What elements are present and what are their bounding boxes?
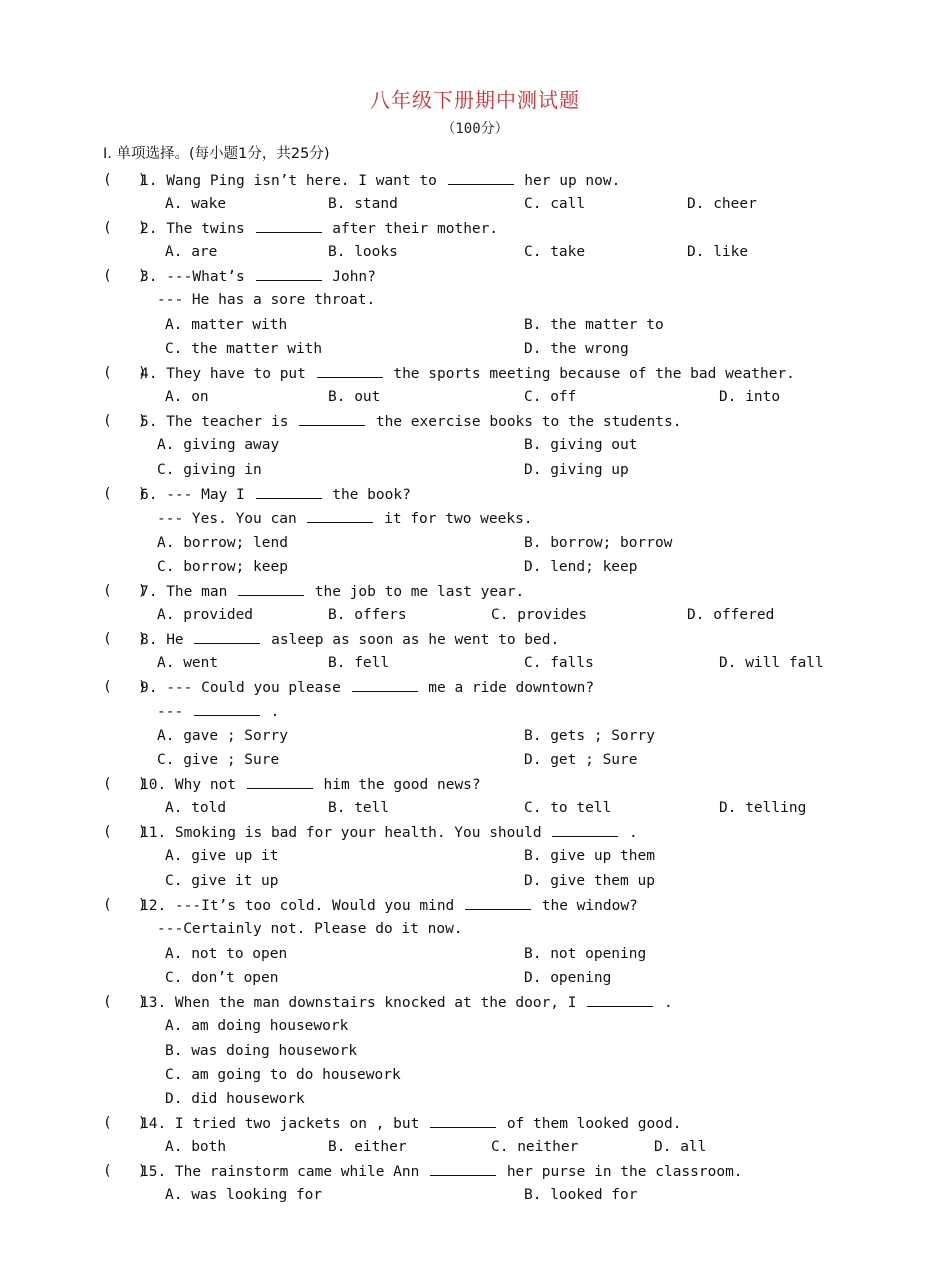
question-text: The rainstorm came while Ann (174, 1164, 429, 1180)
answer-option[interactable]: C. call (524, 196, 586, 213)
question-number: 15. (140, 1164, 175, 1180)
answer-option[interactable]: A. giving away (157, 437, 280, 454)
answer-option[interactable]: C. to tell (524, 800, 612, 817)
answer-blank[interactable] (256, 266, 322, 281)
section-heading: Ⅰ. 单项选择。(每小题1分，共25分) (103, 146, 330, 162)
question-text: Why not (174, 777, 245, 793)
question-number: 5. (140, 414, 167, 430)
question-text: it for two weeks. (375, 511, 533, 528)
answer-option[interactable]: A. went (157, 655, 219, 672)
answer-bracket[interactable]: ( ) (103, 172, 147, 188)
answer-blank[interactable] (552, 822, 618, 837)
question-text: The man (166, 584, 237, 600)
answer-option[interactable]: C. take (524, 244, 586, 261)
answer-option[interactable]: C. don’t open (165, 969, 279, 986)
answer-option[interactable]: C. giving in (157, 461, 262, 478)
question-text: --- He has a sore throat. (157, 292, 376, 309)
answer-bracket[interactable]: ( ) (103, 486, 147, 502)
answer-option[interactable]: C. falls (524, 655, 594, 672)
question-number: 10. (140, 777, 175, 793)
answer-blank[interactable] (256, 218, 322, 233)
answer-option[interactable]: A. matter with (165, 316, 288, 333)
question-text: her purse in the classroom. (498, 1164, 743, 1180)
answer-option[interactable]: D. did housework (165, 1091, 305, 1108)
question-number: 13. (140, 995, 175, 1011)
question-text: John? (323, 269, 376, 285)
question-number: 3. (140, 269, 167, 285)
answer-option[interactable]: B. not opening (524, 945, 647, 962)
dialogue-reply (157, 508, 533, 528)
answer-blank[interactable] (352, 677, 418, 692)
answer-blank[interactable] (299, 411, 365, 426)
answer-option[interactable]: A. are (165, 244, 218, 261)
question-text: the window? (533, 898, 638, 914)
answer-option[interactable]: B. offers (328, 607, 407, 624)
answer-option[interactable]: B. stand (328, 196, 398, 213)
question-text: The teacher is (166, 414, 298, 430)
page-title: 八年级下册期中测试题 (370, 88, 580, 112)
answer-option[interactable]: D. will fall (719, 655, 824, 672)
question-text: ---What’s (166, 269, 254, 285)
question-text: of them looked good. (498, 1116, 682, 1132)
answer-option[interactable]: D. the wrong (524, 340, 629, 357)
answer-option[interactable]: A. provided (157, 607, 254, 624)
question-number: 2. (140, 221, 167, 237)
question-text: . (655, 995, 673, 1011)
answer-bracket[interactable]: ( ) (103, 1163, 147, 1179)
answer-bracket[interactable]: ( ) (103, 365, 147, 381)
dialogue-reply (157, 701, 279, 721)
answer-blank[interactable] (238, 581, 304, 596)
answer-blank[interactable] (307, 508, 373, 523)
question-stem (140, 266, 376, 286)
answer-blank[interactable] (587, 992, 653, 1007)
answer-option[interactable]: D. cheer (687, 196, 757, 213)
question-stem (140, 629, 559, 649)
answer-option[interactable]: A. both (165, 1139, 227, 1156)
answer-option[interactable]: D. lend; keep (524, 558, 638, 575)
answer-bracket[interactable]: ( ) (103, 679, 147, 695)
answer-option[interactable]: D. opening (524, 969, 612, 986)
question-text: When the man downstairs knocked at the door, I (174, 995, 586, 1011)
answer-bracket[interactable]: ( ) (103, 776, 147, 792)
answer-bracket[interactable]: ( ) (103, 1115, 147, 1131)
question-text: . (261, 704, 280, 721)
question-stem (140, 895, 638, 915)
question-number: 1. (140, 173, 167, 189)
question-text: the book? (323, 487, 411, 503)
answer-option[interactable]: D. all (654, 1139, 707, 1156)
answer-option[interactable]: A. not to open (165, 945, 288, 962)
answer-option[interactable]: B. tell (328, 800, 390, 817)
answer-option[interactable]: D. like (687, 244, 749, 261)
question-text: the exercise books to the students. (367, 414, 682, 430)
question-stem (140, 363, 795, 383)
question-stem (140, 774, 481, 794)
question-stem (140, 411, 681, 431)
question-number: 4. (140, 366, 167, 382)
answer-bracket[interactable]: ( ) (103, 994, 147, 1010)
answer-option[interactable]: A. was looking for (165, 1187, 323, 1204)
question-text: me a ride downtown? (419, 680, 595, 696)
answer-option[interactable]: C. give ; Sure (157, 751, 280, 768)
question-text: The twins (166, 221, 254, 237)
question-text: Smoking is bad for your health. You should (174, 825, 551, 841)
answer-option[interactable]: B. looked for (524, 1187, 638, 1204)
answer-option[interactable]: B. giving out (524, 437, 638, 454)
answer-bracket[interactable]: ( ) (103, 413, 147, 429)
dialogue-reply (157, 919, 463, 939)
question-text: I tried two jackets on , but (174, 1116, 429, 1132)
answer-bracket[interactable]: ( ) (103, 268, 147, 284)
answer-bracket[interactable]: ( ) (103, 220, 147, 236)
answer-blank[interactable] (448, 170, 514, 185)
answer-option[interactable]: C. am going to do housework (165, 1066, 401, 1083)
question-stem (140, 1161, 743, 1181)
question-text: --- Could you please (166, 680, 350, 696)
question-stem (140, 218, 498, 238)
question-number: 12. (140, 898, 175, 914)
answer-option[interactable]: A. gave ; Sorry (157, 727, 288, 744)
answer-option[interactable]: C. the matter with (165, 340, 323, 357)
question-text: asleep as soon as he went to bed. (262, 632, 560, 648)
answer-bracket[interactable]: ( ) (103, 583, 147, 599)
answer-blank[interactable] (194, 629, 260, 644)
answer-blank[interactable] (317, 363, 383, 378)
answer-option[interactable]: B. was doing housework (165, 1042, 358, 1059)
answer-blank[interactable] (194, 701, 260, 716)
answer-option[interactable]: B. give up them (524, 848, 655, 865)
answer-bracket[interactable]: ( ) (103, 897, 147, 913)
answer-option[interactable]: A. borrow; lend (157, 534, 288, 551)
answer-blank[interactable] (465, 895, 531, 910)
question-stem (140, 992, 673, 1012)
answer-option[interactable]: D. telling (719, 800, 807, 817)
question-text: ---It’s too cold. Would you mind (174, 898, 464, 914)
question-text: . (620, 825, 638, 841)
answer-option[interactable]: A. on (165, 389, 209, 406)
question-stem (140, 170, 620, 190)
question-text: ---Certainly not. Please do it now. (157, 921, 463, 938)
question-stem (140, 1113, 681, 1133)
answer-option[interactable]: C. borrow; keep (157, 558, 288, 575)
question-text: --- Yes. You can (157, 511, 306, 528)
answer-option[interactable]: C. neither (491, 1139, 579, 1156)
answer-bracket[interactable]: ( ) (103, 824, 147, 840)
answer-option[interactable]: A. give up it (165, 848, 279, 865)
answer-option[interactable]: D. into (719, 389, 781, 406)
total-score: （100分） (441, 121, 509, 137)
answer-option[interactable]: B. looks (328, 244, 398, 261)
answer-option[interactable]: C. off (524, 389, 577, 406)
question-stem (140, 484, 411, 504)
question-text: after their mother. (323, 221, 499, 237)
answer-bracket[interactable]: ( ) (103, 631, 147, 647)
question-number: 14. (140, 1116, 175, 1132)
answer-option[interactable]: A. told (165, 800, 227, 817)
answer-option[interactable]: B. borrow; borrow (524, 534, 673, 551)
question-text: --- (157, 704, 192, 721)
question-number: 11. (140, 825, 175, 841)
question-text: the sports meeting because of the bad weather. (384, 366, 795, 382)
dialogue-reply (157, 290, 375, 310)
answer-option[interactable]: A. wake (165, 196, 227, 213)
question-text: They have to put (166, 366, 315, 382)
answer-option[interactable]: D. offered (687, 607, 775, 624)
answer-option[interactable]: C. give it up (165, 872, 279, 889)
answer-option[interactable]: C. provides (491, 607, 588, 624)
answer-blank[interactable] (247, 774, 313, 789)
answer-option[interactable]: B. gets ; Sorry (524, 727, 655, 744)
answer-option[interactable]: B. either (328, 1139, 407, 1156)
question-stem (140, 677, 594, 697)
answer-blank[interactable] (256, 484, 322, 499)
answer-blank[interactable] (430, 1161, 496, 1176)
question-stem (140, 822, 638, 842)
question-number: 8. (140, 632, 167, 648)
question-text: He (166, 632, 193, 648)
answer-option[interactable]: A. am doing housework (165, 1018, 349, 1035)
question-number: 7. (140, 584, 167, 600)
question-text: --- May I (166, 487, 254, 503)
answer-option[interactable]: D. get ; Sure (524, 751, 638, 768)
answer-option[interactable]: B. the matter to (524, 316, 664, 333)
answer-option[interactable]: B. fell (328, 655, 390, 672)
answer-option[interactable]: B. out (328, 389, 381, 406)
answer-option[interactable]: D. give them up (524, 872, 655, 889)
question-text: Wang Ping isn’t here. I want to (166, 173, 446, 189)
question-number: 9. (140, 680, 167, 696)
question-text: him the good news? (314, 777, 481, 793)
answer-blank[interactable] (430, 1113, 496, 1128)
answer-option[interactable]: D. giving up (524, 461, 629, 478)
question-text: the job to me last year. (306, 584, 525, 600)
question-stem (140, 581, 524, 601)
question-text: her up now. (515, 173, 621, 189)
question-number: 6. (140, 487, 167, 503)
